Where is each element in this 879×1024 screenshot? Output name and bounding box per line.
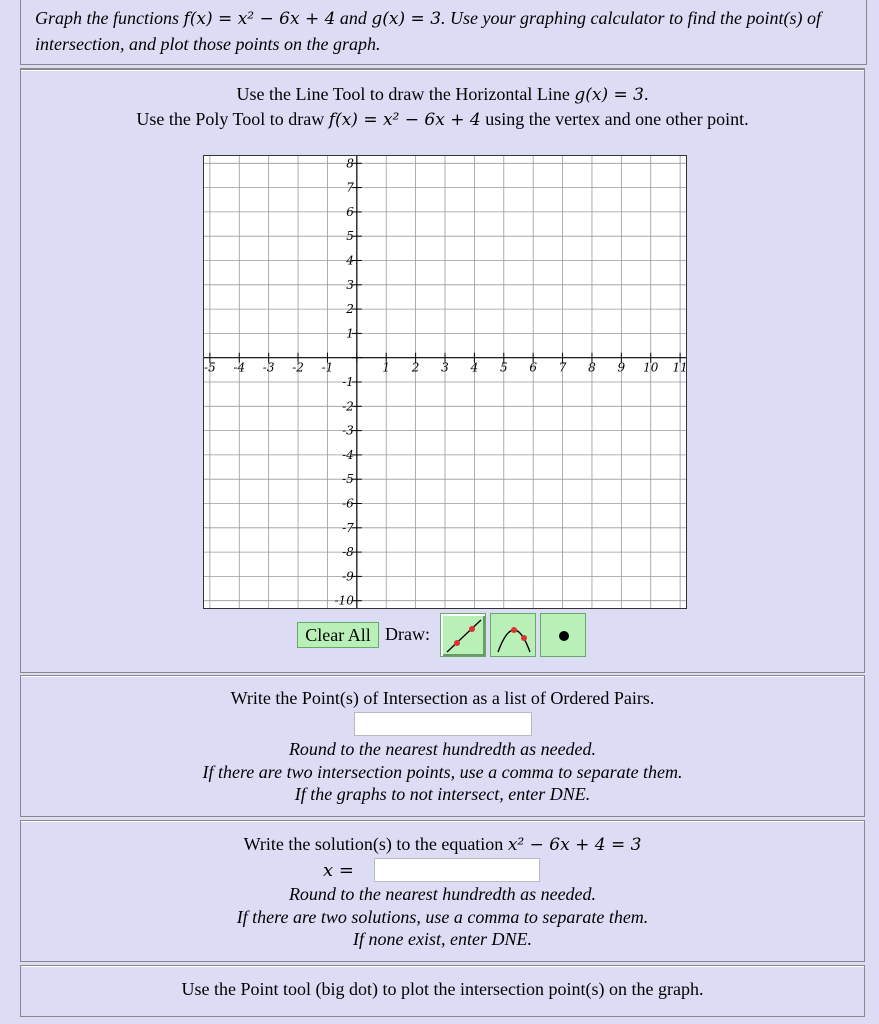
y-tick-label: 7	[346, 180, 354, 195]
x-tick-label: -5	[204, 360, 216, 375]
x-tick-label: -2	[292, 360, 304, 375]
solution-prompt	[21, 834, 864, 855]
x-tick-label: 9	[617, 360, 626, 375]
y-tick-label: 8	[346, 156, 354, 171]
point-tool-instruction: Use the Point tool (big dot) to plot the intersection point(s) on the graph.	[181, 979, 704, 999]
line-tool-icon	[441, 614, 487, 658]
intersection-note-2: If there are two intersection points, use a comma to separate them.	[202, 762, 683, 782]
draw-label: Draw:	[385, 624, 430, 644]
instruction-1-math: g(x) = 3	[574, 85, 644, 105]
intersection-prompt: Write the Point(s) of Intersection as a list of Ordered Pairs.	[230, 688, 655, 708]
instruction-2-math: f(x) = x² − 6x + 4	[328, 110, 481, 130]
x-tick-label: 4	[470, 360, 479, 375]
clear-all-button[interactable]: Clear All	[297, 622, 379, 648]
y-tick-label: 5	[346, 229, 354, 244]
x-equals-label: x =	[323, 860, 354, 881]
header-g-def: g(x) = 3	[371, 9, 442, 29]
y-tick-label: 4	[346, 253, 354, 268]
y-tick-label: -5	[342, 472, 354, 487]
header-text-2: . Use your graphing calculator to find the point(s) of intersection, and plot those points on the graph.	[35, 8, 821, 54]
parabola-tool-icon	[491, 614, 537, 658]
x-tick-label: 11	[672, 360, 688, 375]
y-tick-label: 2	[346, 302, 354, 317]
graph-panel	[20, 68, 865, 673]
intersection-note-1: Round to the nearest hundredth as needed.	[288, 739, 597, 759]
graph-canvas[interactable]	[203, 155, 687, 609]
y-tick-label: -6	[342, 496, 354, 511]
x-tick-label: 1	[382, 360, 391, 375]
solution-prompt-text: Write the solution(s) to the equation	[243, 834, 508, 854]
problem-statement	[35, 6, 855, 57]
y-tick-label: -3	[342, 423, 354, 438]
header-f-def: f(x) = x² − 6x + 4	[183, 9, 336, 29]
solution-answer-input[interactable]	[374, 858, 540, 882]
line-tool-button[interactable]	[440, 613, 486, 657]
instruction-1-suffix: .	[643, 84, 649, 104]
instruction-line-1	[21, 84, 864, 105]
x-tick-label: 10	[643, 360, 659, 375]
header-text-1: Graph the functions	[35, 8, 184, 28]
instruction-2-text: Use the Poly Tool to draw	[136, 109, 329, 129]
solution-note-1: Round to the nearest hundredth as needed.	[288, 884, 597, 904]
intersection-panel	[20, 675, 865, 817]
y-tick-label: -1	[342, 375, 354, 389]
y-tick-label: -10	[334, 593, 354, 608]
instruction-1-text: Use the Line Tool to draw the Horizontal Line	[236, 84, 575, 104]
x-tick-label: -4	[233, 360, 246, 375]
x-tick-label: 2	[411, 360, 420, 375]
y-tick-label: -7	[342, 520, 354, 535]
instruction-line-2	[21, 109, 864, 130]
problem-header	[20, 0, 867, 65]
y-tick-label: -9	[342, 569, 354, 584]
instruction-2-suffix: using the vertex and one other point.	[480, 109, 749, 129]
x-tick-label: -3	[262, 360, 275, 375]
y-tick-label: -2	[342, 399, 354, 414]
x-tick-label: 7	[558, 360, 567, 375]
x-tick-label: -1	[321, 360, 334, 375]
poly-tool-button[interactable]	[490, 613, 536, 657]
intersection-note-3: If the graphs to not intersect, enter DNE.	[294, 784, 591, 804]
solution-note-3: If none exist, enter DNE.	[353, 929, 532, 949]
y-tick-label: 6	[346, 204, 354, 219]
point-tool-icon	[541, 614, 587, 658]
y-tick-label: -4	[342, 447, 354, 462]
y-tick-label: -8	[342, 545, 354, 560]
x-tick-label: 8	[588, 360, 596, 375]
intersection-answer-input[interactable]	[354, 712, 532, 736]
x-tick-label: 6	[529, 360, 537, 375]
x-tick-label: 3	[441, 360, 449, 375]
solution-equation: x² − 6x + 4 = 3	[507, 835, 642, 855]
point-tool-panel	[20, 965, 865, 1017]
solution-panel	[20, 820, 865, 962]
coordinate-grid[interactable]	[204, 156, 686, 608]
header-text-and: and	[335, 8, 372, 28]
x-tick-label: 5	[499, 360, 508, 375]
point-tool-button[interactable]	[540, 613, 586, 657]
solution-note-2: If there are two solutions, use a comma to separate them.	[236, 907, 649, 927]
y-tick-label: 3	[346, 277, 354, 292]
y-tick-label: 1	[346, 326, 354, 341]
